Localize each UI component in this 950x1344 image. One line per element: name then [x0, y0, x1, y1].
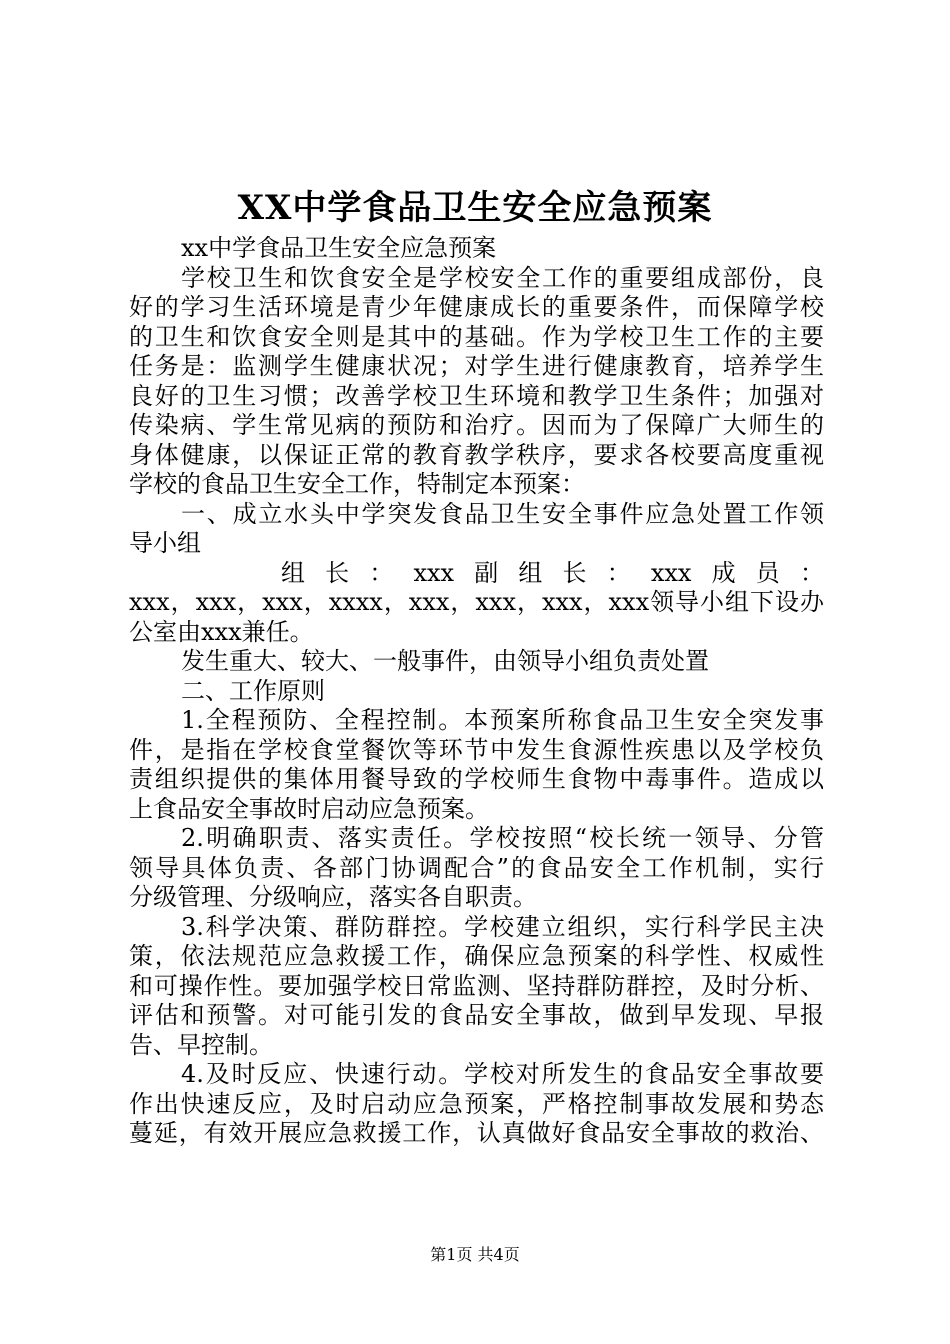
org-token: 长: [325, 558, 350, 587]
text-line: 3.科学决策、群防群控。学校建立组织，实行科学民主决: [181, 912, 824, 941]
text-line: 分级管理、分级响应，落实各自职责。: [129, 883, 537, 911]
text-line: 学校卫生和饮食安全是学校安全工作的重要组成部份，良: [181, 263, 824, 292]
text-line: 4.及时反应、快速行动。学校对所发生的食品安全事故要: [181, 1060, 824, 1088]
text-line: 作出快速反应，及时启动应急预案，严格控制事故发展和势态: [129, 1089, 824, 1118]
org-token: xxx: [650, 558, 692, 587]
org-token: ：: [799, 558, 824, 587]
text-line: 一、成立水头中学突发食品卫生安全事件应急处置工作领: [181, 499, 824, 528]
text-line: xxx，xxx，xxx，xxxx，xxx，xxx，xxx，xxx领导小组下设办: [129, 588, 824, 616]
text-line: 良好的卫生习惯；改善学校卫生环境和教学卫生条件；加强对: [129, 381, 824, 410]
text-line: xx中学食品卫生安全应急预案: [181, 234, 497, 262]
text-line: 发生重大、较大、一般事件，由领导小组负责处置: [181, 647, 709, 675]
paragraph-block-principles: [129, 588, 824, 1149]
text-line: 告、早控制。: [129, 1030, 273, 1059]
org-token: 副: [474, 558, 499, 587]
text-line: 责组织提供的集体用餐导致的学校师生食物中毒事件。造成以: [129, 765, 824, 793]
text-line: 公室由xxx兼任。: [129, 617, 314, 646]
document-title: XX中学食品卫生安全应急预案: [237, 188, 713, 228]
org-token: 成: [711, 558, 736, 587]
text-line: 任务是：监测学生健康状况；对学生进行健康教育，培养学生: [129, 352, 824, 380]
text-line: 传染病、学生常见病的预防和治疗。因而为了保障广大师生的: [129, 411, 824, 439]
text-line: 和可操作性。要加强学校日常监测、坚持群防群控，及时分析、: [129, 971, 824, 1000]
org-token: 长: [562, 558, 587, 587]
text-line: 好的学习生活环境是青少年健康成长的重要条件，而保障学校: [129, 293, 824, 321]
org-token: xxx: [413, 558, 455, 587]
org-line-leaders: [129, 559, 824, 589]
text-line: 策，依法规范应急救援工作，确保应急预案的科学性、权威性: [129, 942, 824, 970]
org-token: 员: [755, 558, 780, 587]
text-line: 导小组: [129, 529, 201, 557]
org-token: 组: [518, 558, 543, 587]
text-line: 学校的食品卫生安全工作，特制定本预案：: [129, 470, 585, 498]
paragraph-block-intro: [129, 234, 824, 559]
text-line: 2.明确职责、落实责任。学校按照“校长统一领导、分管: [181, 824, 824, 852]
org-token: 组: [281, 558, 305, 587]
document-body: [129, 234, 824, 1149]
text-line: 二、工作原则: [181, 676, 325, 705]
text-line: 蔓延，有效开展应急救援工作，认真做好食品安全事故的救治、: [129, 1119, 824, 1147]
org-token: ：: [606, 558, 631, 587]
page-footer: 第1页 共4页: [430, 1245, 520, 1264]
text-line: 身体健康，以保证正常的教育教学秩序，要求各校要高度重视: [129, 440, 824, 469]
text-line: 件，是指在学校食堂餐饮等环节中发生食源性疾患以及学校负: [129, 735, 824, 764]
text-line: 1.全程预防、全程控制。本预案所称食品卫生安全突发事: [181, 706, 824, 734]
text-line: 的卫生和饮食安全则是其中的基础。作为学校卫生工作的主要: [129, 322, 824, 351]
text-line: 上食品安全事故时启动应急预案。: [129, 794, 489, 823]
org-token: ：: [369, 558, 394, 587]
text-line: 领导具体负责、各部门协调配合”的食品安全工作机制，实行: [129, 853, 824, 882]
text-line: 评估和预警。对可能引发的食品安全事故，做到早发现、早报: [129, 1001, 824, 1029]
